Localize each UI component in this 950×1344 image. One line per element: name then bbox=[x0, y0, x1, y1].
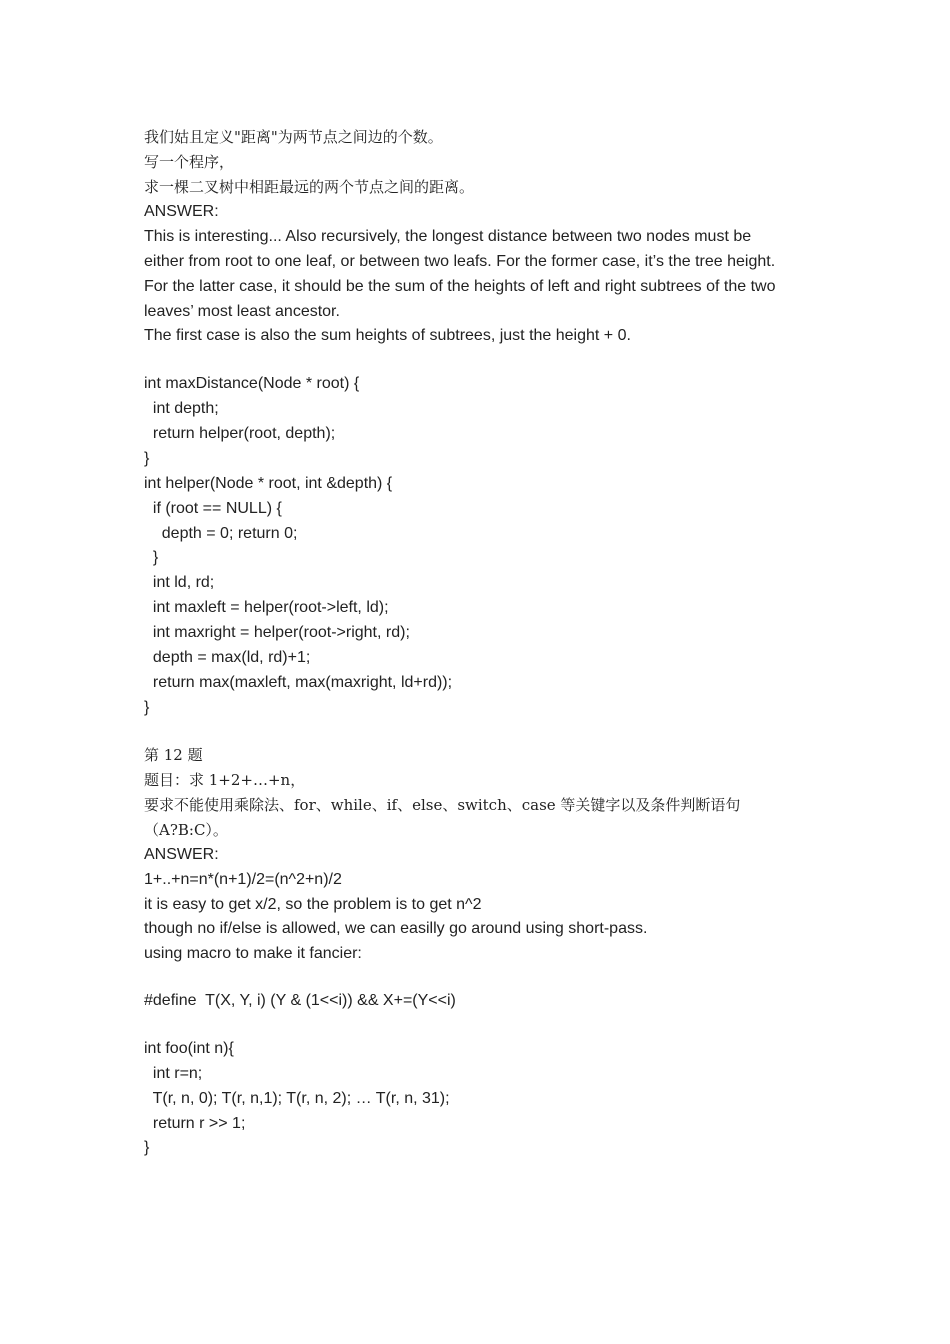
code-line: int helper(Node * root, int &depth) { bbox=[144, 475, 393, 492]
code-line: int maxDistance(Node * root) { bbox=[144, 375, 360, 392]
code-line: } bbox=[144, 1139, 150, 1156]
code-line: int maxleft = helper(root->left, ld); bbox=[144, 599, 389, 616]
code-line: depth = 0; return 0; bbox=[144, 525, 298, 542]
answer1-para-line: either from root to one leaf, or between two leafs. For the former case, it’s the tree height. bbox=[144, 253, 776, 270]
code-line: } bbox=[144, 450, 150, 467]
question-line-2: 要求不能使用乘除法、for、while、if、else、switch、case 等关键字以及条件判断语句 bbox=[144, 796, 741, 814]
code-line: if (root == NULL) { bbox=[144, 500, 282, 517]
code-line: int ld, rd; bbox=[144, 574, 215, 591]
define-line: #define T(X, Y, i) (Y & (1<<i)) && X+=(Y<<i) bbox=[144, 992, 456, 1009]
code-line: } bbox=[144, 549, 159, 566]
question-line-1: 题目：求 1+2+…+n， bbox=[144, 771, 306, 789]
answer-label-2: ANSWER: bbox=[144, 846, 219, 863]
code-line: int maxright = helper(root->right, rd); bbox=[144, 624, 410, 641]
answer1-para-line: This is interesting... Also recursively, the longest distance between two nodes must be bbox=[144, 228, 752, 245]
answer1-para-line: The first case is also the sum heights of subtrees, just the height + 0. bbox=[144, 327, 631, 344]
question-title: 第 12 题 bbox=[144, 746, 203, 764]
code-line: return max(maxleft, max(maxright, ld+rd)); bbox=[144, 674, 453, 691]
answer2-para-line: it is easy to get x/2, so the problem is to get n^2 bbox=[144, 896, 482, 913]
code-line: return helper(root, depth); bbox=[144, 425, 336, 442]
code-line: return r >> 1; bbox=[144, 1115, 246, 1132]
answer-label-1: ANSWER: bbox=[144, 203, 219, 220]
answer2-para-line: though no if/else is allowed, we can easilly go around using short-pass. bbox=[144, 920, 648, 937]
code-line: depth = max(ld, rd)+1; bbox=[144, 649, 311, 666]
code-line: int depth; bbox=[144, 400, 219, 417]
code-line: int foo(int n){ bbox=[144, 1040, 234, 1057]
code-line: } bbox=[144, 699, 150, 716]
code-line: T(r, n, 0); T(r, n,1); T(r, n, 2); … T(r, n, 31); bbox=[144, 1090, 450, 1107]
intro-line-2: 写一个程序， bbox=[144, 153, 235, 171]
answer2-para-line: using macro to make it fancier: bbox=[144, 945, 362, 962]
code-line: int r=n; bbox=[144, 1065, 203, 1082]
question-line-3: （A?B:C）。 bbox=[144, 821, 228, 839]
intro-line-3: 求一棵二叉树中相距最远的两个节点之间的距离。 bbox=[144, 178, 475, 196]
answer2-para-line: 1+..+n=n*(n+1)/2=(n^2+n)/2 bbox=[144, 871, 342, 888]
answer1-para-line: For the latter case, it should be the sum of the heights of left and right subtrees of the two bbox=[144, 278, 776, 295]
intro-line-1: 我们姑且定义"距离"为两节点之间边的个数。 bbox=[144, 128, 443, 146]
answer1-para-line: leaves’ most least ancestor. bbox=[144, 303, 340, 320]
